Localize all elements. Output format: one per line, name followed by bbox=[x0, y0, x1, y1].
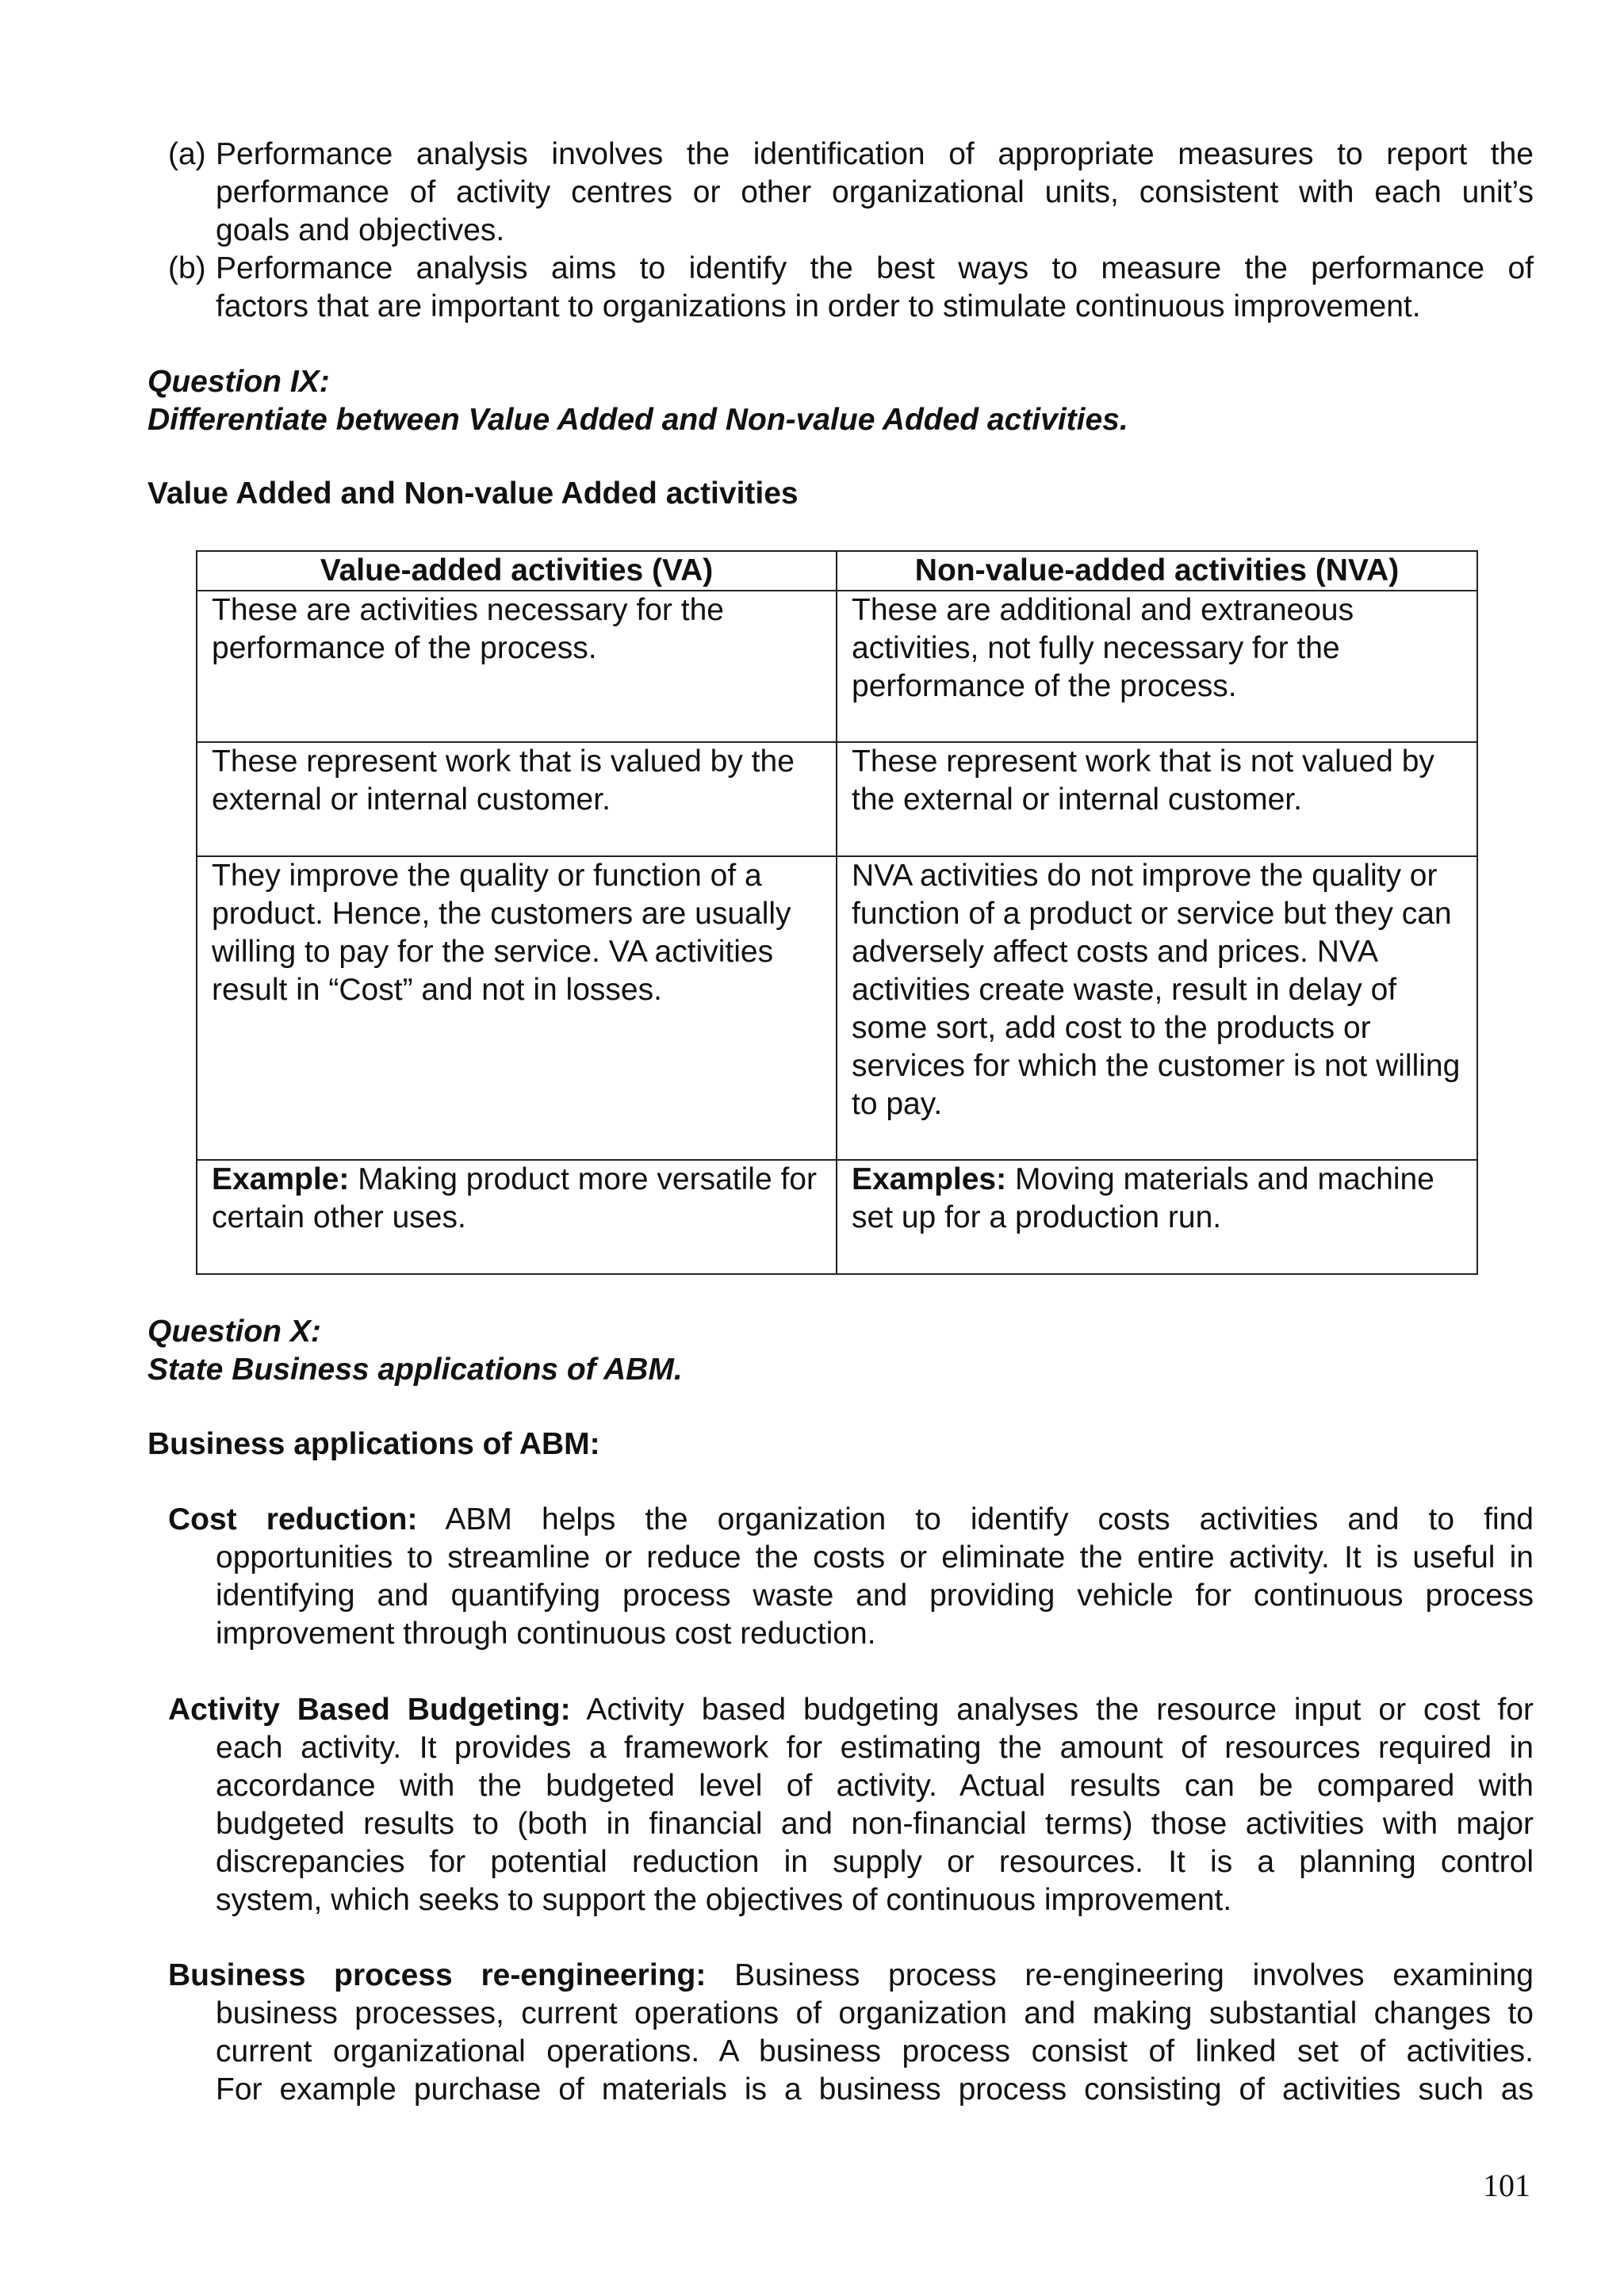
application-label: Cost reduction: bbox=[168, 1502, 418, 1536]
text-line: performance of activity centres or other organizational units, consistent with each unit’s bbox=[216, 175, 1534, 209]
performance-point-a bbox=[216, 136, 1534, 250]
text-line: identifying and quantifying process waste and providing vehicle for continuous process bbox=[216, 1578, 1534, 1613]
column-header-nva: Non-value-added activities (NVA) bbox=[837, 551, 1477, 591]
text-line bbox=[168, 1501, 1534, 1539]
nva-example-cell bbox=[837, 1160, 1477, 1274]
text-span: Activity based budgeting analyses the resource input or cost for bbox=[570, 1693, 1534, 1727]
text-line: For example purchase of materials is a business process consisting of activities such as bbox=[216, 2072, 1534, 2107]
text-line: Performance analysis involves the identification of appropriate measures to report the bbox=[216, 137, 1534, 171]
nva-cell: These represent work that is not valued by the external or internal customer. bbox=[837, 742, 1477, 856]
example-text: Making product more versatile for certain other uses. bbox=[212, 1162, 817, 1234]
text-line: system, which seeks to support the objectives of continuous improvement. bbox=[216, 1883, 1232, 1917]
va-nva-table bbox=[196, 550, 1478, 1275]
table-row bbox=[197, 856, 1477, 1160]
text-span: Business process re-engineering involves examining bbox=[706, 1958, 1534, 1992]
application-label: Business process re-engineering: bbox=[168, 1958, 707, 1992]
text-line: discrepancies for potential reduction in supply or resources. It is a planning control bbox=[216, 1845, 1534, 1879]
table-row bbox=[197, 1160, 1477, 1274]
text-line bbox=[168, 1957, 1534, 1995]
page-number: 101 bbox=[1483, 2168, 1530, 2203]
section-title-va-nva: Value Added and Non-value Added activities bbox=[147, 476, 799, 511]
list-label-b: (b) bbox=[168, 251, 206, 285]
va-example-cell bbox=[197, 1160, 837, 1274]
text-line: business processes, current operations of organization and making substantial changes to bbox=[216, 1996, 1534, 2030]
question-ix-text: Differentiate between Value Added and Non-value Added activities. bbox=[147, 403, 1128, 437]
va-cell: These represent work that is valued by the external or internal customer. bbox=[197, 742, 837, 856]
question-x-heading: Question X: bbox=[147, 1314, 321, 1349]
text-line: accordance with the budgeted level of activity. Actual results can be compared with bbox=[216, 1769, 1534, 1803]
va-cell: They improve the quality or function of a product. Hence, the customers are usually willing to pay for the service. VA activities result in “Cost” and not in losses. bbox=[197, 856, 837, 1160]
text-line: each activity. It provides a framework for estimating the amount of resources required in bbox=[216, 1731, 1534, 1765]
application-business-process-reengineering bbox=[168, 1957, 1534, 2109]
examples-text: Moving materials and machine set up for a production run. bbox=[852, 1162, 1434, 1234]
application-activity-based-budgeting bbox=[168, 1691, 1534, 1919]
application-label: Activity Based Budgeting: bbox=[168, 1693, 571, 1727]
text-line: budgeted results to (both in financial and non-financial terms) those activities with major bbox=[216, 1807, 1534, 1841]
examples-label: Examples: bbox=[852, 1162, 1007, 1196]
performance-point-b bbox=[216, 250, 1534, 326]
text-line: current organizational operations. A business process consist of linked set of activities. bbox=[216, 2034, 1534, 2068]
question-ix-heading: Question IX: bbox=[147, 365, 330, 399]
table-header-row bbox=[197, 551, 1477, 591]
table-row bbox=[197, 591, 1477, 742]
example-label: Example: bbox=[212, 1162, 350, 1196]
text-line: Performance analysis aims to identify the best ways to measure the performance of bbox=[216, 251, 1534, 285]
nva-cell: These are additional and extraneous activities, not fully necessary for the performance of the process. bbox=[837, 591, 1477, 742]
column-header-va: Value-added activities (VA) bbox=[197, 551, 837, 591]
va-cell: These are activities necessary for the performance of the process. bbox=[197, 591, 837, 742]
text-line: factors that are important to organizations in order to stimulate continuous improvement. bbox=[216, 289, 1421, 323]
text-line: opportunities to streamline or reduce the costs or eliminate the entire activity. It is useful in bbox=[216, 1540, 1534, 1575]
question-x-text: State Business applications of ABM. bbox=[147, 1353, 683, 1387]
text-line: improvement through continuous cost reduction. bbox=[216, 1617, 876, 1651]
text-line bbox=[168, 1691, 1534, 1729]
table-row bbox=[197, 742, 1477, 856]
list-label-a: (a) bbox=[168, 137, 206, 171]
nva-cell: NVA activities do not improve the quality or function of a product or service but they can adversely affect costs and prices. NVA activities create waste, result in delay of some sort, add cost to the products or services for which the customer is not willing to pay. bbox=[837, 856, 1477, 1160]
application-cost-reduction bbox=[168, 1501, 1534, 1653]
text-span: ABM helps the organization to identify costs activities and to find bbox=[417, 1502, 1534, 1536]
text-line: goals and objectives. bbox=[216, 213, 505, 247]
section-title-abm: Business applications of ABM: bbox=[147, 1427, 600, 1461]
